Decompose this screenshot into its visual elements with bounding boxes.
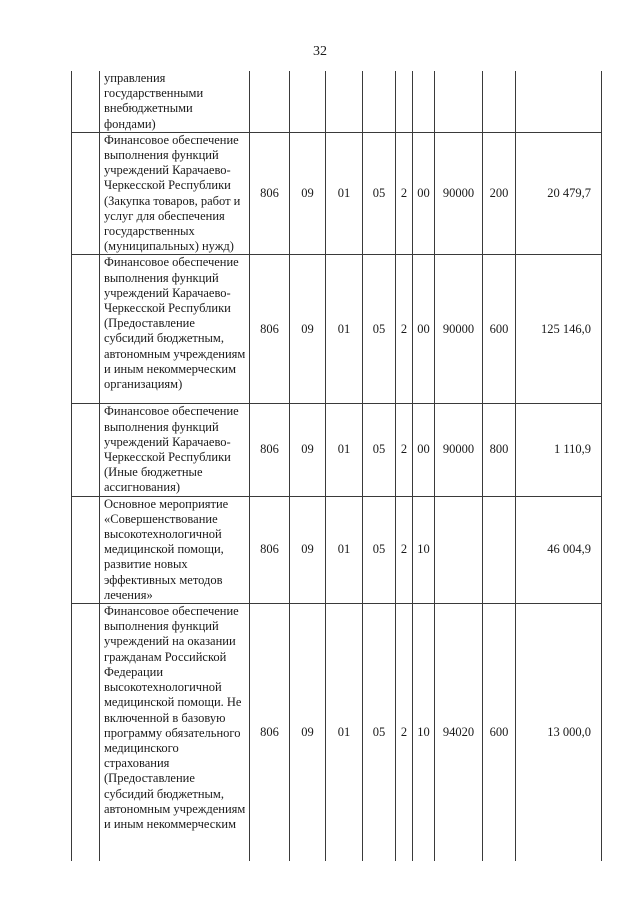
section-code-cell — [290, 71, 326, 132]
expense-type-cell: 600 — [483, 255, 516, 404]
section-code-cell: 09 — [290, 255, 326, 404]
subsection-code-cell: 01 — [326, 604, 363, 861]
table-row — [72, 255, 602, 404]
activity-code-cell: 10 — [413, 604, 435, 861]
table-row — [72, 404, 602, 496]
table-row — [72, 132, 602, 255]
budget-table — [71, 71, 602, 861]
direction-code-cell: 90000 — [435, 132, 483, 255]
expense-type-cell: 800 — [483, 404, 516, 496]
amount-cell: 20 479,7 — [516, 132, 602, 255]
table-row — [72, 496, 602, 603]
subsection-code-cell: 01 — [326, 132, 363, 255]
amount-cell: 13 000,0 — [516, 604, 602, 861]
expense-type-cell — [483, 496, 516, 603]
amount-cell: 1 110,9 — [516, 404, 602, 496]
program-code-cell — [363, 71, 396, 132]
subsection-code-cell: 01 — [326, 255, 363, 404]
subprogram-code-cell: 2 — [396, 132, 413, 255]
subprogram-code-cell: 2 — [396, 604, 413, 861]
subsection-code-cell — [326, 71, 363, 132]
direction-code-cell — [435, 71, 483, 132]
admin-code-cell: 806 — [250, 255, 290, 404]
row-number-cell — [72, 404, 100, 496]
expense-type-cell: 600 — [483, 604, 516, 861]
direction-code-cell: 90000 — [435, 255, 483, 404]
expense-type-cell — [483, 71, 516, 132]
activity-code-cell — [413, 71, 435, 132]
subprogram-code-cell — [396, 71, 413, 132]
row-number-cell — [72, 71, 100, 132]
row-number-cell — [72, 604, 100, 861]
row-number-cell — [72, 496, 100, 603]
subsection-code-cell: 01 — [326, 496, 363, 603]
activity-code-cell: 00 — [413, 404, 435, 496]
direction-code-cell: 90000 — [435, 404, 483, 496]
section-code-cell: 09 — [290, 604, 326, 861]
admin-code-cell: 806 — [250, 604, 290, 861]
admin-code-cell: 806 — [250, 132, 290, 255]
expense-type-cell: 200 — [483, 132, 516, 255]
admin-code-cell: 806 — [250, 404, 290, 496]
section-code-cell: 09 — [290, 404, 326, 496]
amount-cell: 125 146,0 — [516, 255, 602, 404]
page-number: 32 — [313, 44, 327, 59]
row-number-cell — [72, 255, 100, 404]
subprogram-code-cell: 2 — [396, 255, 413, 404]
subprogram-code-cell: 2 — [396, 496, 413, 603]
amount-cell — [516, 71, 602, 132]
program-code-cell: 05 — [363, 132, 396, 255]
row-name-cell: управления государственными внебюджетными фондами) — [100, 71, 250, 132]
activity-code-cell: 00 — [413, 132, 435, 255]
row-name-cell: Финансовое обеспечение выполнения функций учреждений на оказании гражданам Российской Федерации высокотехнологичной медицинской помощи. Не включенной в базовую программу обязательного медицинского страхования (Предоставление субсидий бюджетным, автономным учреждениям и иным некоммерческим — [100, 604, 250, 861]
row-name-cell: Основное мероприятие «Совершенствование высокотехнологичной медицинской помощи, развитие новых эффективных методов лечения» — [100, 496, 250, 603]
row-name-cell: Финансовое обеспечение выполнения функций учреждений Карачаево-Черкесской Республики (Закупка товаров, работ и услуг для обеспечения государственных (муниципальных) нужд) — [100, 132, 250, 255]
program-code-cell: 05 — [363, 496, 396, 603]
section-code-cell: 09 — [290, 132, 326, 255]
table-row — [72, 604, 602, 861]
row-number-cell — [72, 132, 100, 255]
table-row — [72, 71, 602, 132]
program-code-cell: 05 — [363, 404, 396, 496]
admin-code-cell — [250, 71, 290, 132]
row-name-cell: Финансовое обеспечение выполнения функций учреждений Карачаево-Черкесской Республики (Предоставление субсидий бюджетным, автономным учреждениям и иным некоммерческим организациям) — [100, 255, 250, 404]
subprogram-code-cell: 2 — [396, 404, 413, 496]
amount-cell: 46 004,9 — [516, 496, 602, 603]
admin-code-cell: 806 — [250, 496, 290, 603]
activity-code-cell: 00 — [413, 255, 435, 404]
subsection-code-cell: 01 — [326, 404, 363, 496]
row-name-cell: Финансовое обеспечение выполнения функций учреждений Карачаево-Черкесской Республики (Иные бюджетные ассигнования) — [100, 404, 250, 496]
direction-code-cell — [435, 496, 483, 603]
activity-code-cell: 10 — [413, 496, 435, 603]
section-code-cell: 09 — [290, 496, 326, 603]
program-code-cell: 05 — [363, 255, 396, 404]
program-code-cell: 05 — [363, 604, 396, 861]
direction-code-cell: 94020 — [435, 604, 483, 861]
